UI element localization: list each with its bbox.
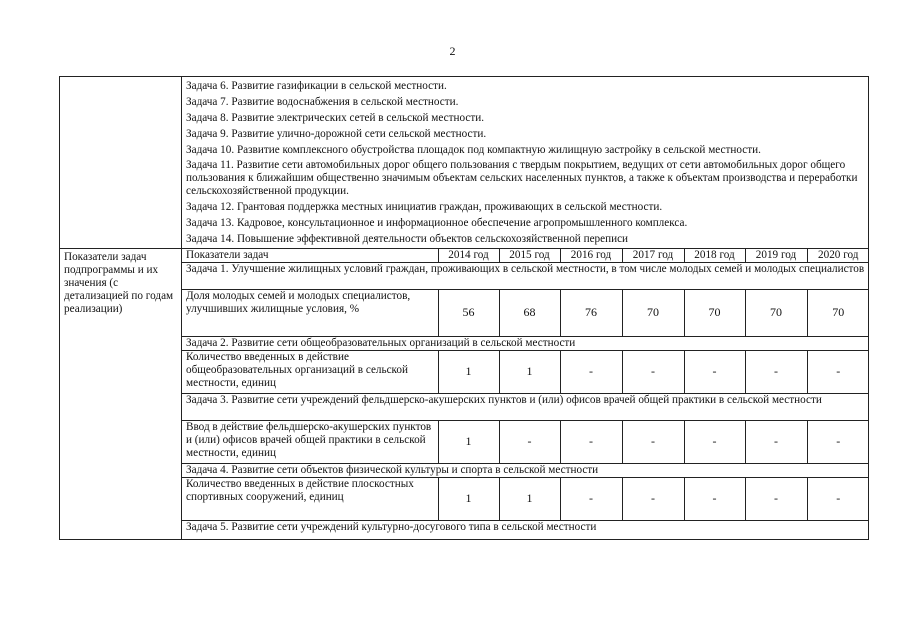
indicator-1-value-2017: 70 <box>622 289 684 336</box>
indicator-label-4: Количество введенных в действие плоскостных спортивных сооружений, единиц <box>182 477 438 520</box>
indicator-4-value-2015: 1 <box>499 477 560 520</box>
indicator-2-value-2018: - <box>684 350 745 393</box>
indicator-1-value-2019: 70 <box>745 289 807 336</box>
task-item-8: Задача 8. Развитие электрических сетей в сельской местности. <box>186 112 484 124</box>
indicators-label-cell: Показатели задач подпрограммы и их значения (с детализацией по годам реализации) <box>60 248 182 539</box>
tasks-row <box>60 77 869 249</box>
indicator-row-4 <box>182 477 869 520</box>
year-header-2015: 2015 год <box>499 249 560 263</box>
indicator-row-2 <box>182 350 869 393</box>
page-number: 2 <box>449 44 456 58</box>
indicator-1-value-2020: 70 <box>807 289 869 336</box>
task-item-14: Задача 14. Повышение эффективной деятельности объектов сельскохозяйственной переписи <box>186 232 629 245</box>
indicator-4-value-2020: - <box>807 477 869 520</box>
task-item-9: Задача 9. Развитие улично-дорожной сети сельской местности. <box>186 128 487 140</box>
indicator-2-value-2019: - <box>745 350 807 393</box>
indicator-4-value-2014: 1 <box>438 477 499 520</box>
task-item-7: Задача 7. Развитие водоснабжения в сельской местности. <box>186 96 459 108</box>
indicator-2-value-2017: - <box>622 350 684 393</box>
year-header-2017: 2017 год <box>622 249 684 263</box>
task-row-1 <box>182 262 869 289</box>
indicator-1-value-2016: 76 <box>560 289 622 336</box>
indicator-1-value-2015: 68 <box>499 289 560 336</box>
indicator-3-value-2020: - <box>807 420 869 463</box>
indicator-3-value-2014: 1 <box>438 420 499 463</box>
year-header-2014: 2014 год <box>438 249 499 263</box>
indicator-4-value-2017: - <box>622 477 684 520</box>
indicator-2-value-2020: - <box>807 350 869 393</box>
year-header-2016: 2016 год <box>560 249 622 263</box>
indicator-2-value-2015: 1 <box>499 350 560 393</box>
task-item-11: Задача 11. Развитие сети автомобильных дорог общего пользования с твердым покрытием, ведущих от сети автомобильных дорог общего пользования к ближайшим общественно значимым объектам сельских населенных пунктов, а также к объектам производства и переработки сельскохозяйственной продукции. <box>186 158 858 197</box>
tasks-list-cell <box>182 77 869 249</box>
task-row-2 <box>182 336 869 350</box>
indicator-3-value-2019: - <box>745 420 807 463</box>
task-item-6: Задача 6. Развитие газификации в сельской местности. <box>186 80 447 92</box>
year-header-2018: 2018 год <box>684 249 745 263</box>
indicator-4-value-2019: - <box>745 477 807 520</box>
indicator-3-value-2016: - <box>560 420 622 463</box>
indicators-table <box>182 249 869 539</box>
indicator-3-value-2017: - <box>622 420 684 463</box>
task-item-13: Задача 13. Кадровое, консультационное и информационное обеспечение агропромышленного комплекса. <box>186 216 688 229</box>
task-title-4: Задача 4. Развитие сети объектов физической культуры и спорта в сельской местности <box>182 463 869 477</box>
passport-table <box>59 76 869 540</box>
indicator-label-2: Количество введенных в действие общеобразовательных организаций в сельской местности, единиц <box>182 350 438 393</box>
indicator-2-value-2016: - <box>560 350 622 393</box>
task-title-1: Задача 1. Улучшение жилищных условий граждан, проживающих в сельской местности, в том числе молодых семей и молодых специалистов <box>182 262 869 289</box>
indicator-4-value-2018: - <box>684 477 745 520</box>
indicator-label-3: Ввод в действие фельдшерско-акушерских пунктов и (или) офисов врачей общей практики в сельской местности, единиц <box>182 420 438 463</box>
year-header-2019: 2019 год <box>745 249 807 263</box>
tasks-left-empty-cell <box>60 77 182 249</box>
indicator-3-value-2018: - <box>684 420 745 463</box>
task-row-4 <box>182 463 869 477</box>
indicators-row <box>60 248 869 539</box>
indicator-1-value-2018: 70 <box>684 289 745 336</box>
year-header-2020: 2020 год <box>807 249 869 263</box>
indicator-2-value-2014: 1 <box>438 350 499 393</box>
indicator-1-value-2014: 56 <box>438 289 499 336</box>
task-title-2: Задача 2. Развитие сети общеобразовательных организаций в сельской местности <box>182 336 869 350</box>
indicator-row-1 <box>182 289 869 336</box>
task-row-3 <box>182 393 869 420</box>
indicators-table-cell <box>182 248 869 539</box>
indicator-row-3 <box>182 420 869 463</box>
indicator-4-value-2016: - <box>560 477 622 520</box>
indicator-label-1: Доля молодых семей и молодых специалистов, улучшивших жилищные условия, % <box>182 289 438 336</box>
task-row-5 <box>182 520 869 539</box>
task-item-10: Задача 10. Развитие комплексного обустройства площадок под компактную жилищную застройку в сельской местности. <box>186 144 761 156</box>
indicator-3-value-2015: - <box>499 420 560 463</box>
task-item-12: Задача 12. Грантовая поддержка местных инициатив граждан, проживающих в сельской местности. <box>186 200 663 213</box>
indicators-header-label: Показатели задач <box>182 249 438 263</box>
task-title-5: Задача 5. Развитие сети учреждений культурно-досугового типа в сельской местности <box>182 520 869 539</box>
indicators-header-row <box>182 249 869 263</box>
task-title-3: Задача 3. Развитие сети учреждений фельдшерско-акушерских пунктов и (или) офисов врачей общей практики в сельской местности <box>182 393 869 420</box>
